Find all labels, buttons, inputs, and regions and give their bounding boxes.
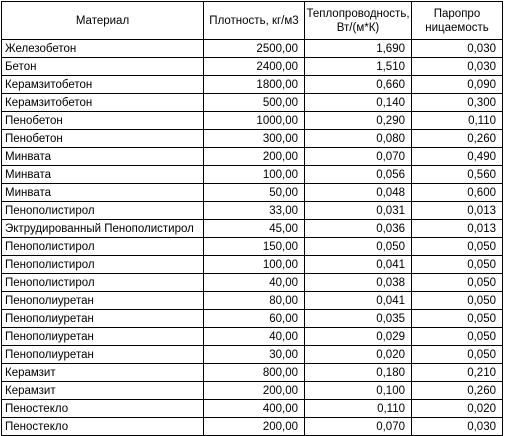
cell-thermal-conductivity: 0,290 [305, 112, 412, 130]
cell-density: 2500,00 [204, 40, 305, 58]
header-thermal-conductivity [305, 2, 412, 40]
table-row [2, 220, 503, 238]
table-row [2, 256, 503, 274]
cell-material: Пеностекло [2, 400, 204, 418]
cell-vapor-permeability: 0,210 [412, 364, 503, 382]
table-row [2, 166, 503, 184]
cell-density: 150,00 [204, 238, 305, 256]
cell-material: Железобетон [2, 40, 204, 58]
cell-thermal-conductivity: 0,080 [305, 130, 412, 148]
table-row [2, 58, 503, 76]
materials-table [1, 1, 503, 436]
cell-density: 100,00 [204, 166, 305, 184]
cell-vapor-permeability: 0,090 [412, 76, 503, 94]
cell-material: Эктрудированный Пенополистирол [2, 220, 204, 238]
cell-density: 33,00 [204, 202, 305, 220]
cell-material: Пенополиуретан [2, 346, 204, 364]
header-vapor-line2: ницаемость [425, 21, 489, 34]
cell-vapor-permeability: 0,013 [412, 220, 503, 238]
cell-density: 800,00 [204, 364, 305, 382]
cell-material: Минвата [2, 184, 204, 202]
table-row [2, 76, 503, 94]
cell-vapor-permeability: 0,013 [412, 202, 503, 220]
cell-vapor-permeability: 0,050 [412, 346, 503, 364]
cell-vapor-permeability: 0,560 [412, 166, 503, 184]
cell-thermal-conductivity: 0,048 [305, 184, 412, 202]
cell-density: 40,00 [204, 328, 305, 346]
table-row [2, 310, 503, 328]
cell-thermal-conductivity: 0,050 [305, 238, 412, 256]
header-vapor-permeability [412, 2, 503, 40]
cell-material: Бетон [2, 58, 204, 76]
table-row [2, 328, 503, 346]
cell-density: 1000,00 [204, 112, 305, 130]
header-vapor-line1: Паропро [433, 7, 481, 20]
cell-vapor-permeability: 0,050 [412, 274, 503, 292]
cell-material: Пеностекло [2, 418, 204, 436]
table-row [2, 184, 503, 202]
cell-density: 2400,00 [204, 58, 305, 76]
cell-density: 45,00 [204, 220, 305, 238]
cell-thermal-conductivity: 1,510 [305, 58, 412, 76]
cell-density: 400,00 [204, 400, 305, 418]
cell-vapor-permeability: 0,260 [412, 130, 503, 148]
cell-density: 40,00 [204, 274, 305, 292]
materials-table-container [1, 1, 503, 436]
cell-vapor-permeability: 0,110 [412, 112, 503, 130]
cell-material: Пенополистирол [2, 274, 204, 292]
table-row [2, 112, 503, 130]
cell-material: Минвата [2, 148, 204, 166]
cell-thermal-conductivity: 0,070 [305, 148, 412, 166]
table-row [2, 292, 503, 310]
table-header [2, 2, 503, 40]
cell-density: 30,00 [204, 346, 305, 364]
table-row [2, 94, 503, 112]
cell-vapor-permeability: 0,490 [412, 148, 503, 166]
cell-material: Керамзитобетон [2, 76, 204, 94]
header-material: Материал [2, 2, 204, 40]
cell-material: Минвата [2, 166, 204, 184]
cell-density: 200,00 [204, 418, 305, 436]
cell-material: Пенополистирол [2, 202, 204, 220]
table-row [2, 130, 503, 148]
cell-density: 200,00 [204, 382, 305, 400]
cell-density: 50,00 [204, 184, 305, 202]
cell-vapor-permeability: 0,030 [412, 418, 503, 436]
cell-density: 1800,00 [204, 76, 305, 94]
header-row [2, 2, 503, 40]
cell-thermal-conductivity: 0,036 [305, 220, 412, 238]
cell-material: Пенополистирол [2, 256, 204, 274]
cell-vapor-permeability: 0,050 [412, 310, 503, 328]
header-density: Плотность, кг/м3 [204, 2, 305, 40]
cell-thermal-conductivity: 0,041 [305, 292, 412, 310]
cell-material: Керамзит [2, 382, 204, 400]
cell-material: Пенобетон [2, 112, 204, 130]
cell-material: Керамзит [2, 364, 204, 382]
table-row [2, 274, 503, 292]
cell-thermal-conductivity: 0,140 [305, 94, 412, 112]
cell-thermal-conductivity: 0,180 [305, 364, 412, 382]
cell-thermal-conductivity: 0,070 [305, 418, 412, 436]
cell-vapor-permeability: 0,050 [412, 256, 503, 274]
table-row [2, 418, 503, 436]
table-row [2, 238, 503, 256]
cell-vapor-permeability: 0,030 [412, 58, 503, 76]
cell-vapor-permeability: 0,050 [412, 292, 503, 310]
cell-material: Керамзитобетон [2, 94, 204, 112]
table-row [2, 346, 503, 364]
cell-material: Пенобетон [2, 130, 204, 148]
table-row [2, 148, 503, 166]
cell-density: 200,00 [204, 148, 305, 166]
cell-vapor-permeability: 0,600 [412, 184, 503, 202]
cell-density: 60,00 [204, 310, 305, 328]
cell-material: Пенополиуретан [2, 310, 204, 328]
cell-thermal-conductivity: 0,660 [305, 76, 412, 94]
cell-thermal-conductivity: 0,038 [305, 274, 412, 292]
cell-vapor-permeability: 0,050 [412, 238, 503, 256]
cell-thermal-conductivity: 0,056 [305, 166, 412, 184]
cell-thermal-conductivity: 0,031 [305, 202, 412, 220]
cell-density: 100,00 [204, 256, 305, 274]
cell-vapor-permeability: 0,300 [412, 94, 503, 112]
cell-thermal-conductivity: 0,041 [305, 256, 412, 274]
cell-material: Пенополистирол [2, 238, 204, 256]
cell-vapor-permeability: 0,260 [412, 382, 503, 400]
cell-vapor-permeability: 0,020 [412, 400, 503, 418]
cell-thermal-conductivity: 0,100 [305, 382, 412, 400]
cell-thermal-conductivity: 0,110 [305, 400, 412, 418]
table-row [2, 382, 503, 400]
table-row [2, 202, 503, 220]
cell-thermal-conductivity: 0,035 [305, 310, 412, 328]
table-row [2, 364, 503, 382]
header-thermal-line1: Теплопроводность, [306, 7, 410, 20]
table-body [2, 40, 503, 436]
cell-vapor-permeability: 0,030 [412, 40, 503, 58]
cell-density: 80,00 [204, 292, 305, 310]
cell-vapor-permeability: 0,050 [412, 328, 503, 346]
header-thermal-line2: Вт/(м*К) [336, 21, 380, 34]
table-row [2, 40, 503, 58]
cell-thermal-conductivity: 0,020 [305, 346, 412, 364]
cell-material: Пенополиуретан [2, 328, 204, 346]
cell-thermal-conductivity: 0,029 [305, 328, 412, 346]
cell-density: 300,00 [204, 130, 305, 148]
cell-material: Пенополиуретан [2, 292, 204, 310]
cell-thermal-conductivity: 1,690 [305, 40, 412, 58]
cell-density: 500,00 [204, 94, 305, 112]
